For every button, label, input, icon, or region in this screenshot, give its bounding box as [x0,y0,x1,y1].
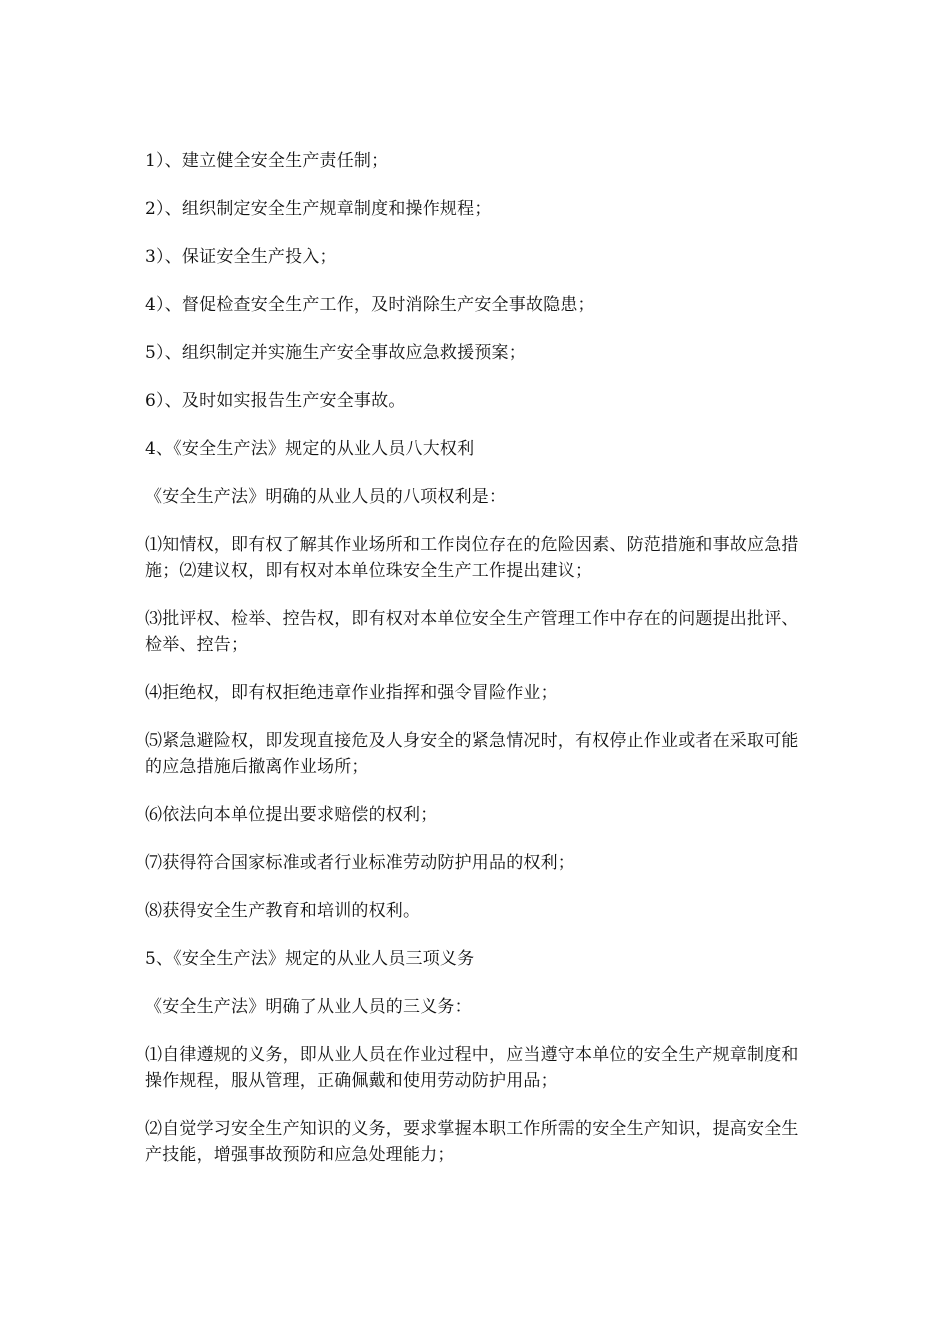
rights-item-3: ⑶批评权、检举、控告权，即有权对本单位安全生产管理工作中存在的问题提出批评、检举、控告； [145,609,799,655]
rights-item-1-2: ⑴知情权，即有权了解其作业场所和工作岗位存在的危险因素、防范措施和事故应急措施；⑵建议权，即有权对本单位珠安全生产工作提出建议； [145,535,799,581]
duty-item-3: 3）、保证安全生产投入； [145,247,337,267]
obligation-item-2: ⑵自觉学习安全生产知识的义务，要求掌握本职工作所需的安全生产知识，提高安全生产技能，增强事故预防和应急处理能力； [145,1119,799,1165]
obligation-item-1: ⑴自律遵规的义务，即从业人员在作业过程中，应当遵守本单位的安全生产规章制度和操作规程，服从管理，正确佩戴和使用劳动防护用品； [145,1045,799,1091]
duty-item-2: 2）、组织制定安全生产规章制度和操作规程； [145,199,492,219]
section-heading-obligations: 5、《安全生产法》规定的从业人员三项义务 [145,949,475,969]
duty-item-1: 1）、建立健全安全生产责任制； [145,151,389,171]
document-body [145,148,805,1190]
duty-item-6: 6）、及时如实报告生产安全事故。 [145,391,406,411]
duty-item-4: 4）、督促检查安全生产工作，及时消除生产安全事故隐患； [145,295,595,315]
duty-item-5: 5）、组织制定并实施生产安全事故应急救援预案； [145,343,526,363]
rights-intro: 《安全生产法》明确的从业人员的八项权利是： [145,487,507,507]
rights-item-7: ⑺获得符合国家标准或者行业标准劳动防护用品的权利； [145,853,575,873]
obligations-intro: 《安全生产法》明确了从业人员的三义务： [145,997,472,1017]
rights-item-8: ⑻获得安全生产教育和培训的权利。 [145,901,421,921]
rights-item-6: ⑹依法向本单位提出要求赔偿的权利； [145,805,438,825]
rights-item-4: ⑷拒绝权，即有权拒绝违章作业指挥和强令冒险作业； [145,683,558,703]
section-heading-rights: 4、《安全生产法》规定的从业人员八大权利 [145,439,475,459]
rights-item-5: ⑸紧急避险权，即发现直接危及人身安全的紧急情况时，有权停止作业或者在采取可能的应急措施后撤离作业场所； [145,731,799,777]
